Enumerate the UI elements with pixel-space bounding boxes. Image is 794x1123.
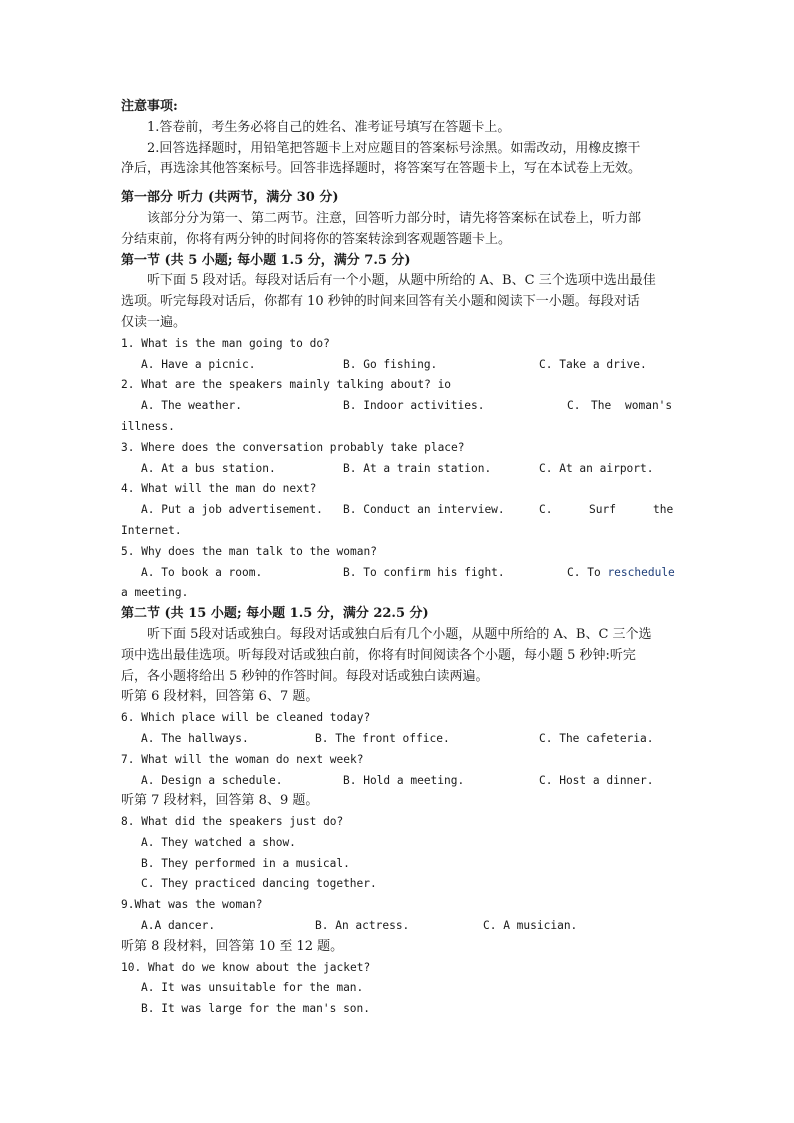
question-5-option-c-wrap: a meeting.	[121, 586, 189, 600]
option-b[interactable]: B. The front office.	[315, 731, 450, 745]
section2-desc-line-2: 项中选出最佳选项。听每段对话或独白前，你将有时间阅读各个小题，每小题 5 秒钟:听完	[121, 647, 636, 663]
question-3: 3. Where does the conversation probably take place?	[121, 440, 465, 454]
option-c[interactable]: C. At an airport.	[539, 461, 654, 475]
question-6: 6. Which place will be cleaned today?	[121, 711, 371, 725]
question-4-options	[121, 500, 677, 521]
option-b[interactable]: B. At a train station.	[343, 461, 492, 475]
section1-title: 第一节 (共 5 小题; 每小题 1.5 分，满分 7.5 分)	[121, 252, 411, 268]
part1-title: 第一部分 听力 (共两节，满分 30 分)	[121, 190, 339, 206]
notice-title: 注意事项:	[121, 99, 178, 114]
option-c-word: woman's	[625, 399, 673, 413]
question-6-options	[121, 729, 677, 750]
option-b[interactable]: B. Hold a meeting.	[343, 773, 465, 787]
question-2-option-c-wrap: illness.	[121, 419, 175, 433]
option-a[interactable]: A. Design a schedule.	[141, 773, 283, 787]
part1-desc-line-1: 该部分分为第一、第二两节。注意，回答听力部分时，请先将答案标在试卷上，听力部	[147, 210, 642, 226]
option-c[interactable]: C. The cafeteria.	[539, 731, 654, 745]
notice-item-2-line-2: 净后，再选涂其他答案标号。回答非选择题时，将答案写在答题卡上，写在本试卷上无效。	[121, 161, 642, 177]
question-9: 9.What was the woman?	[121, 898, 263, 912]
option-c[interactable]: C.	[539, 503, 553, 517]
option-c[interactable]: C. Take a drive.	[539, 357, 647, 371]
option-a[interactable]: A. Have a picnic.	[141, 357, 256, 371]
question-2: 2. What are the speakers mainly talking about? io	[121, 378, 452, 392]
option-a[interactable]: A. They watched a show.	[141, 835, 296, 849]
question-7-options	[121, 771, 677, 792]
section2-desc-line-3: 后，各小题将给出 5 秒钟的作答时间。每段对话或独白读两遍。	[121, 668, 489, 684]
notice-item-1: 1.答卷前，考生务必将自己的姓名、准考证号填写在答题卡上。	[147, 119, 511, 135]
material-8-instruction: 听第 8 段材料，回答第 10 至 12 题。	[121, 938, 344, 954]
question-8: 8. What did the speakers just do?	[121, 815, 344, 829]
option-a[interactable]: A.A dancer.	[141, 919, 216, 933]
option-a[interactable]: A. Put a job advertisement.	[141, 503, 323, 517]
material-6-instruction: 听第 6 段材料，回答第 6、7 题。	[121, 689, 319, 705]
option-a[interactable]: A. To book a room.	[141, 565, 263, 579]
question-7: 7. What will the woman do next week?	[121, 752, 364, 766]
section2-title: 第二节 (共 15 小题; 每小题 1.5 分，满分 22.5 分)	[121, 606, 429, 622]
option-b[interactable]: B. To confirm his fight.	[343, 565, 505, 579]
option-b[interactable]: B. Conduct an interview.	[343, 503, 505, 517]
option-b[interactable]: B. An actress.	[315, 919, 410, 933]
question-3-options	[121, 459, 677, 480]
option-a[interactable]: A. The hallways.	[141, 731, 249, 745]
option-c[interactable]	[567, 563, 675, 584]
question-2-options	[121, 396, 677, 417]
option-b[interactable]: B. Indoor activities.	[343, 399, 485, 413]
option-c-word: the	[653, 503, 674, 517]
notice-item-2-line-1: 2.回答选择题时，用铅笔把答题卡上对应题目的答案标号涂黑。如需改动，用橡皮擦干	[147, 140, 641, 156]
question-5-options	[121, 563, 677, 584]
section1-desc-line-2: 选项。听完每段对话后，你都有 10 秒钟的时间来回答有关小题和阅读下一小题。每段对话	[121, 294, 640, 310]
option-a[interactable]: A. It was unsuitable for the man.	[141, 981, 364, 995]
option-b[interactable]: B. They performed in a musical.	[141, 856, 350, 870]
option-c[interactable]: C.	[567, 399, 581, 413]
option-a[interactable]: A. At a bus station.	[141, 461, 276, 475]
option-a[interactable]: A. The weather.	[141, 399, 243, 413]
part1-desc-line-2: 分结束前，你将有两分钟的时间将你的答案转涂到客观题答题卡上。	[121, 231, 512, 247]
option-c-word: The	[591, 399, 612, 413]
option-c[interactable]: C. A musician.	[483, 919, 578, 933]
option-c-word: Surf	[589, 503, 616, 517]
question-4: 4. What will the man do next?	[121, 482, 317, 496]
option-c-prefix: C. To	[567, 565, 601, 579]
section1-desc-line-1: 听下面 5 段对话。每段对话后有一个小题，从题中所给的 A、B、C 三个选项中选出最佳	[147, 273, 656, 289]
section1-desc-line-3: 仅读一遍。	[121, 314, 187, 330]
option-c[interactable]: C. Host a dinner.	[539, 773, 654, 787]
option-b[interactable]: B. Go fishing.	[343, 357, 438, 371]
question-5: 5. Why does the man talk to the woman?	[121, 544, 377, 558]
section2-desc-line-1: 听下面 5段对话或独白。每段对话或独白后有几个小题，从题中所给的 A、B、C 三个选	[147, 626, 652, 642]
question-10: 10. What do we know about the jacket?	[121, 960, 371, 974]
option-b[interactable]: B. It was large for the man's son.	[141, 1002, 371, 1016]
material-7-instruction: 听第 7 段材料，回答第 8、9 题。	[121, 793, 319, 809]
reschedule-link[interactable]: reschedule	[607, 565, 675, 579]
question-1-options	[121, 355, 677, 376]
question-1: 1. What is the man going to do?	[121, 336, 330, 350]
question-4-option-c-wrap: Internet.	[121, 523, 182, 537]
option-c[interactable]: C. They practiced dancing together.	[141, 877, 377, 891]
exam-page	[121, 97, 677, 1020]
question-9-options	[121, 916, 677, 937]
